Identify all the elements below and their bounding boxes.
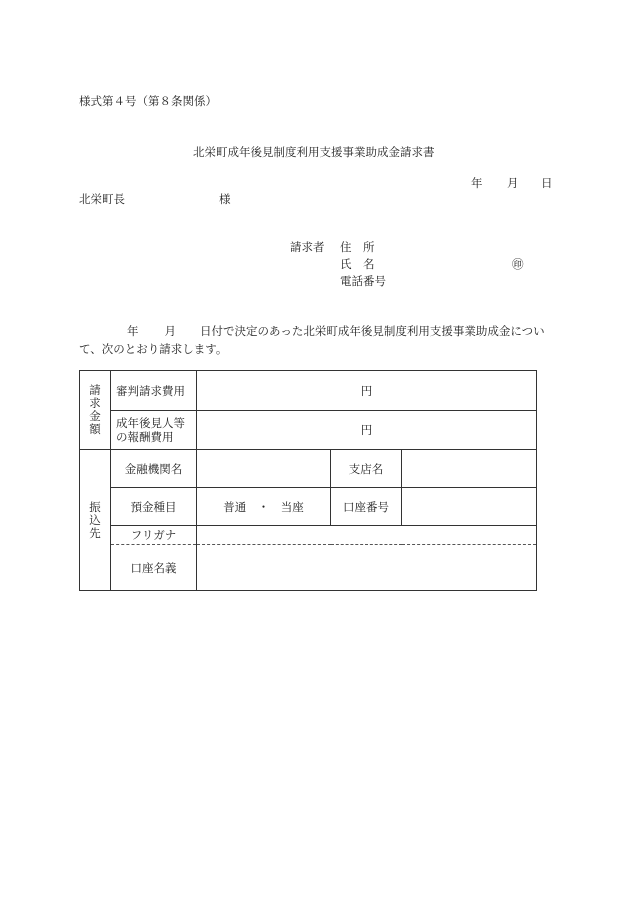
date-year: 年 xyxy=(471,176,483,190)
deposit-type-label: 預金種目 xyxy=(111,488,197,526)
requester-label: 請求者 xyxy=(290,240,325,254)
addressee-honorific: 様 xyxy=(219,192,231,206)
statement-line2: て、次のとおり請求します。 xyxy=(79,342,228,356)
requester-phone-label: 電話番号 xyxy=(340,274,386,288)
requester-name-label: 氏 名 xyxy=(340,257,375,271)
court-fee-unit: 円 xyxy=(360,383,373,398)
request-statement xyxy=(79,322,557,358)
deposit-type-choice[interactable]: 普通 ・ 当座 xyxy=(197,488,331,526)
branch-name-field[interactable] xyxy=(402,450,537,488)
furigana-field[interactable] xyxy=(197,526,537,545)
account-number-field[interactable] xyxy=(402,488,537,526)
account-holder-field[interactable] xyxy=(197,545,537,591)
document-title: 北栄町成年後見制度利用支援事業助成金請求書 xyxy=(193,145,435,159)
date-month: 月 xyxy=(507,176,519,190)
request-table xyxy=(79,370,537,591)
account-number-label: 口座番号 xyxy=(331,488,402,526)
addressee-name: 北栄町長 xyxy=(79,192,125,206)
guardian-fee-amount-field[interactable] xyxy=(197,411,537,450)
requester-address-label: 住 所 xyxy=(340,240,375,254)
form-number: 様式第４号（第８条関係） xyxy=(79,94,217,108)
guardian-fee-unit: 円 xyxy=(360,423,373,437)
statement-line1: 日付で決定のあった北栄町成年後見制度利用支援事業助成金につい xyxy=(200,324,545,338)
court-fee-label: 審判請求費用 xyxy=(111,371,197,411)
account-holder-label: 口座名義 xyxy=(111,545,197,591)
furigana-label: フリガナ xyxy=(111,526,197,545)
bank-name-field[interactable] xyxy=(197,450,331,488)
statement-month: 月 xyxy=(164,324,176,338)
branch-name-label: 支店名 xyxy=(331,450,402,488)
transfer-group-label: 振 込 先 xyxy=(80,450,111,591)
seal-mark: ㊞ xyxy=(512,257,524,271)
bank-name-label: 金融機関名 xyxy=(111,450,197,488)
amount-group-label: 請 求 金 額 xyxy=(80,371,111,450)
date-day: 日 xyxy=(541,176,553,190)
court-fee-amount-field[interactable] xyxy=(197,371,537,411)
statement-year: 年 xyxy=(127,324,139,338)
guardian-fee-label: 成年後見人等 の報酬費用 xyxy=(111,411,197,450)
